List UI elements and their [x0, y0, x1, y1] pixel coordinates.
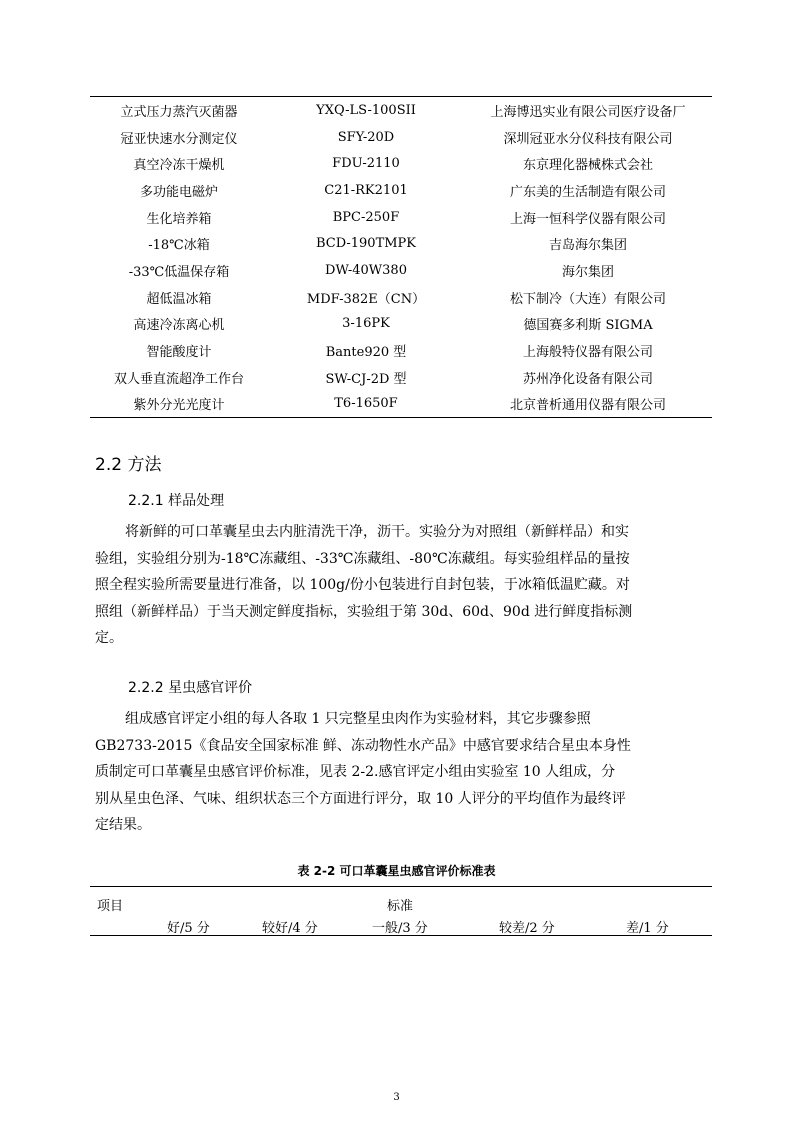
equipment-model-cell: 3-16PK — [342, 316, 390, 332]
table-header-standard: 标准 — [387, 899, 414, 914]
subsection-heading-sensory-evaluation — [128, 677, 252, 697]
equipment-model-cell: C21-RK2101 — [324, 182, 408, 198]
equipment-model-cell: DW-40W380 — [325, 262, 407, 278]
equipment-manufacturer-cell: 吉岛海尔集团 — [548, 238, 627, 254]
equipment-model-cell: T6-1650F — [268, 391, 464, 418]
equipment-model-cell: BCD-190TMPK — [315, 236, 417, 252]
equipment-model-cell: MDF-382E（CN） — [306, 291, 426, 307]
equipment-name-cell: 生化培养箱 — [146, 211, 212, 227]
paragraph-line: 组成感官评定小组的每人各取 1 只完整星虫肉作为实验材料，其它步骤参照 — [125, 711, 591, 727]
table-row — [90, 364, 712, 391]
subsection-title: 星虫感官评价 — [168, 680, 253, 696]
subsection-title: 样品处理 — [168, 493, 225, 509]
grade-header: 差/1 分 — [626, 921, 669, 936]
table-row — [90, 257, 712, 284]
table-row — [90, 391, 712, 418]
equipment-model-cell: SW-CJ-2D 型 — [325, 371, 407, 387]
equipment-manufacturer-cell: 上海一恒科学仪器有限公司 — [509, 211, 666, 227]
equipment-name-cell: -18℃冰箱 — [148, 238, 210, 254]
equipment-model-cell: YXQ-LS-100SII — [268, 97, 464, 124]
equipment-manufacturer-cell: 松下制冷（大连）有限公司 — [509, 291, 666, 307]
section-title: 方法 — [127, 455, 162, 475]
paragraph-line: 质制定可口革囊星虫感官评价标准，见表 2-2.感官评定小组由实验室 10 人组成，分 — [95, 764, 616, 780]
equipment-manufacturer-cell: 德国赛多利斯 SIGMA — [523, 318, 653, 334]
subsection-number: 2.2.1 — [128, 493, 164, 509]
paragraph-line: 定。 — [95, 630, 123, 646]
table-row — [90, 337, 712, 364]
equipment-manufacturer-cell: 苏州净化设备有限公司 — [522, 371, 653, 387]
equipment-manufacturer-cell: 广东美的生活制造有限公司 — [509, 184, 666, 200]
paragraph-line: 验组，实验组分别为-18℃冻藏组、-33℃冻藏组、-80℃冻藏组。每实验组样品的量按 — [95, 550, 630, 567]
paragraph-sample-processing — [95, 519, 697, 652]
paragraph-line: 别从星虫色泽、气味、组织状态三个方面进行评分，取 10 人评分的平均值作为最终评 — [95, 790, 626, 807]
equipment-manufacturer-cell: 上海般特仪器有限公司 — [522, 345, 653, 361]
equipment-manufacturer-cell: 上海博迅实业有限公司医疗设备厂 — [464, 97, 712, 124]
section-number: 2.2 — [95, 455, 123, 475]
equipment-name-cell: 超低温冰箱 — [146, 291, 212, 307]
equipment-model-cell: Bante920 型 — [325, 345, 407, 361]
equipment-manufacturer-cell: 北京普析通用仪器有限公司 — [464, 391, 712, 418]
equipment-name-cell: 冠亚快速水分测定仪 — [120, 131, 238, 147]
sensory-evaluation-table — [90, 886, 712, 936]
equipment-model-cell: FDU-2110 — [332, 156, 400, 172]
table-row — [90, 150, 712, 177]
table-row — [90, 204, 712, 231]
table-row — [90, 177, 712, 204]
table-row — [90, 97, 712, 124]
equipment-name-cell: -33℃低温保存箱 — [128, 264, 230, 280]
table-row — [90, 311, 712, 338]
equipment-model-cell: BPC-250F — [332, 209, 400, 225]
equipment-manufacturer-cell: 东京理化器械株式会社 — [522, 158, 653, 174]
equipment-name-cell: 高速冷冻离心机 — [133, 318, 225, 334]
equipment-manufacturer-cell: 深圳冠亚水分仪科技有限公司 — [503, 131, 673, 147]
section-heading-methods — [95, 450, 161, 475]
equipment-name-cell: 立式压力蒸汽灭菌器 — [90, 97, 268, 124]
equipment-manufacturer-cell: 海尔集团 — [561, 264, 614, 280]
subsection-number: 2.2.2 — [128, 680, 164, 696]
table-row — [90, 284, 712, 311]
paragraph-line: 定结果。 — [95, 817, 151, 833]
equipment-name-cell: 双人垂直流超净工作台 — [113, 371, 244, 387]
paragraph-line: 照组（新鲜样品）于当天测定鲜度指标，实验组于第 30d、60d、90d 进行鲜度指标测 — [95, 603, 633, 620]
table-row — [90, 230, 712, 257]
paragraph-line: GB2733-2015《食品安全国家标准 鲜、冻动物性水产品》中感官要求结合星虫本身性 — [95, 737, 631, 754]
paragraph-line: 将新鲜的可口革囊星虫去内脏清洗干净，沥干。实验分为对照组（新鲜样品）和实 — [125, 524, 629, 540]
subsection-heading-sample-processing — [128, 490, 224, 510]
equipment-name-cell: 紫外分光光度计 — [90, 391, 268, 418]
equipment-name-cell: 真空冷冻干燥机 — [133, 158, 225, 174]
equipment-table — [90, 96, 712, 418]
grade-header: 一般/3 分 — [372, 921, 428, 936]
equipment-name-cell: 智能酸度计 — [146, 345, 212, 361]
grade-header: 较差/2 分 — [499, 921, 555, 936]
table-header-item: 项目 — [97, 899, 124, 914]
equipment-model-cell: SFY-20D — [337, 129, 395, 145]
paragraph-sensory-evaluation — [95, 706, 697, 839]
table-row — [90, 124, 712, 151]
equipment-name-cell: 多功能电磁炉 — [139, 184, 218, 200]
grade-header: 好/5 分 — [167, 921, 210, 936]
table-caption: 表 2-2 可口革囊星虫感官评价标准表 — [297, 864, 496, 878]
page-number: 3 — [393, 1092, 400, 1103]
paragraph-line: 照全程实验所需要量进行准备，以 100g/份小包装进行自封包装，于冰箱低温贮藏。对 — [95, 577, 630, 593]
grade-header: 较好/4 分 — [262, 921, 318, 936]
